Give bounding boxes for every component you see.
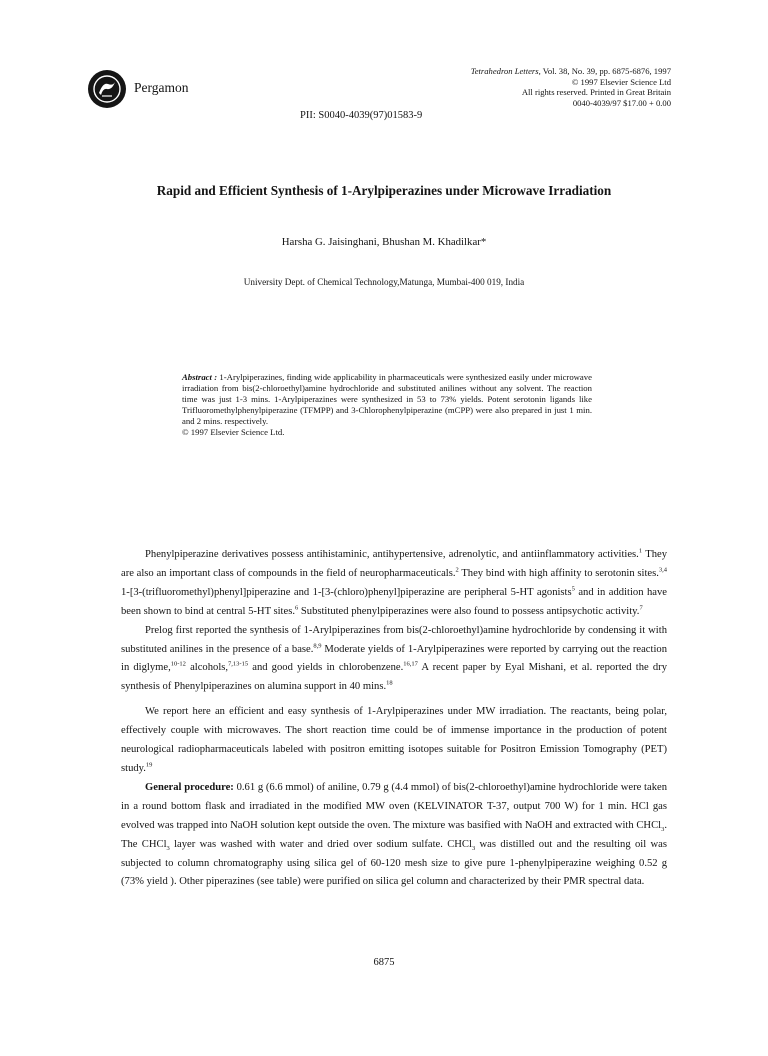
publisher-logo <box>88 70 126 108</box>
paragraph-3: We report here an efficient and easy synthesis of 1-Arylpiperazines under MW irradiation. The reactants, being polar, effectively couple with microwaves. The short reaction time could be of immense importance in the production of potent neurological radiopharmaceuticals labeled with positron emitting isotopes suitable for Positron Emission Tomography (PET) study.$^{19}$ <box>121 706 667 774</box>
journal-rights: All rights reserved. Printed in Great Britain <box>521 87 671 98</box>
article-affiliation: University Dept. of Chemical Technology,Matunga, Mumbai-400 019, India <box>243 277 525 287</box>
paragraph-1: Phenylpiperazine derivatives possess antihistaminic, antihypertensive, adrenolytic, and antiinflammatory activities.$^1$ They are also an important class of compounds in the field of neuropharmaceuticals.$^2$ They bind with high affinity to serotonin sites.$^{3,4}$ 1-[3-(trifluoromethyl)phenyl]piperazine and 1-[3-(chloro)phenyl]piperazine are peripheral 5-HT agonists$^5$ and in addition have been shown to bind at central 5-HT sites.$^6$ Substituted phenylpiperazines were also found to possess antipsychotic activity.$^7$ <box>121 547 667 617</box>
main-text <box>121 546 667 892</box>
pergamon-emblem-icon <box>92 74 122 104</box>
journal-copyright: © 1997 Elsevier Science Ltd <box>571 76 671 87</box>
journal-issn: 0040-4039/97 $17.00 + 0.00 <box>572 97 671 108</box>
journal-name: Tetrahedron Letters, <box>470 66 541 76</box>
journal-citation <box>381 66 671 77</box>
page-number: 6875 <box>373 957 395 968</box>
article-authors: Harsha G. Jaisinghani, Bhushan M. Khadilkar* <box>281 236 487 248</box>
abstract <box>182 372 592 438</box>
procedure-label: General procedure: <box>145 781 234 793</box>
abstract-body <box>182 372 592 427</box>
abstract-copyright: © 1997 Elsevier Science Ltd. <box>182 427 285 437</box>
publisher-name: Pergamon <box>134 80 189 95</box>
journal-details: Vol. 38, No. 39, pp. 6875-6876, 1997 <box>540 66 671 76</box>
paragraph-4: General procedure: 0.61 g (6.6 mmol) of aniline, 0.79 g (4.4 mmol) of bis(2-chloroethyl)amine hydrochloride were taken in a round bottom flask and irradiated in the modified MW oven (KELVINATOR T-37, output 700 W) for 1 min. HCl gas evolved was trapped into NaOH solution kept outside the oven. The mixture was basified with NaOH and extracted with CHCl$_3$. The CHCl$_3$ layer was washed with water and dried over sodium sulfate. CHCl$_3$ was distilled out and the resulting oil was subjected to column chromatography using silica gel of 60-120 mesh size to give pure 1-phenylpiperazine weighing 0.52 g (73% yield ). Other piperazines (see table) were purified on silica gel column and characterized by their PMR spectral data. <box>121 781 667 888</box>
journal-info <box>381 66 671 108</box>
paragraph-2: Prelog first reported the synthesis of 1-Arylpiperazines from bis(2-chloroethyl)amine hydrochloride by condensing it with substituted anilines in the presence of a base.$^{8,9}$ Moderate yields of 1-Arylpiperazines were reported by carrying out the reaction in diglyme,$^{10-12}$ alcohols,$^{7,13-15}$ and good yields in chlorobenzene.$^{16,17}$ A recent paper by Eyal Mishani, et al. reported the dry synthesis of Phenylpiperazines on alumina support in 40 mins.$^{18}$ <box>121 624 667 693</box>
pii-identifier: PII: S0040-4039(97)01583-9 <box>300 110 423 121</box>
abstract-label: Abstract : <box>182 372 218 382</box>
article-title: Rapid and Efficient Synthesis of 1-Arylpiperazines under Microwave Irradiation <box>156 183 612 198</box>
abstract-text: 1-Arylpiperazines, finding wide applicability in pharmaceuticals were synthesized easily under microwave irradiation from bis(2-chloroethyl)amine hydrochloride and substituted anilines without any solvent. The reaction time was just 1-3 mins. 1-Arylpiperazines were synthesized in 53 to 73% yields. Potent serotonin ligands like Trifluoromethylphenylpiperazine (TFMPP) and 3-Chlorophenylpiperazine (mCPP) were also prepared in just 1 min. and 2 mins. respectively. <box>182 372 592 426</box>
